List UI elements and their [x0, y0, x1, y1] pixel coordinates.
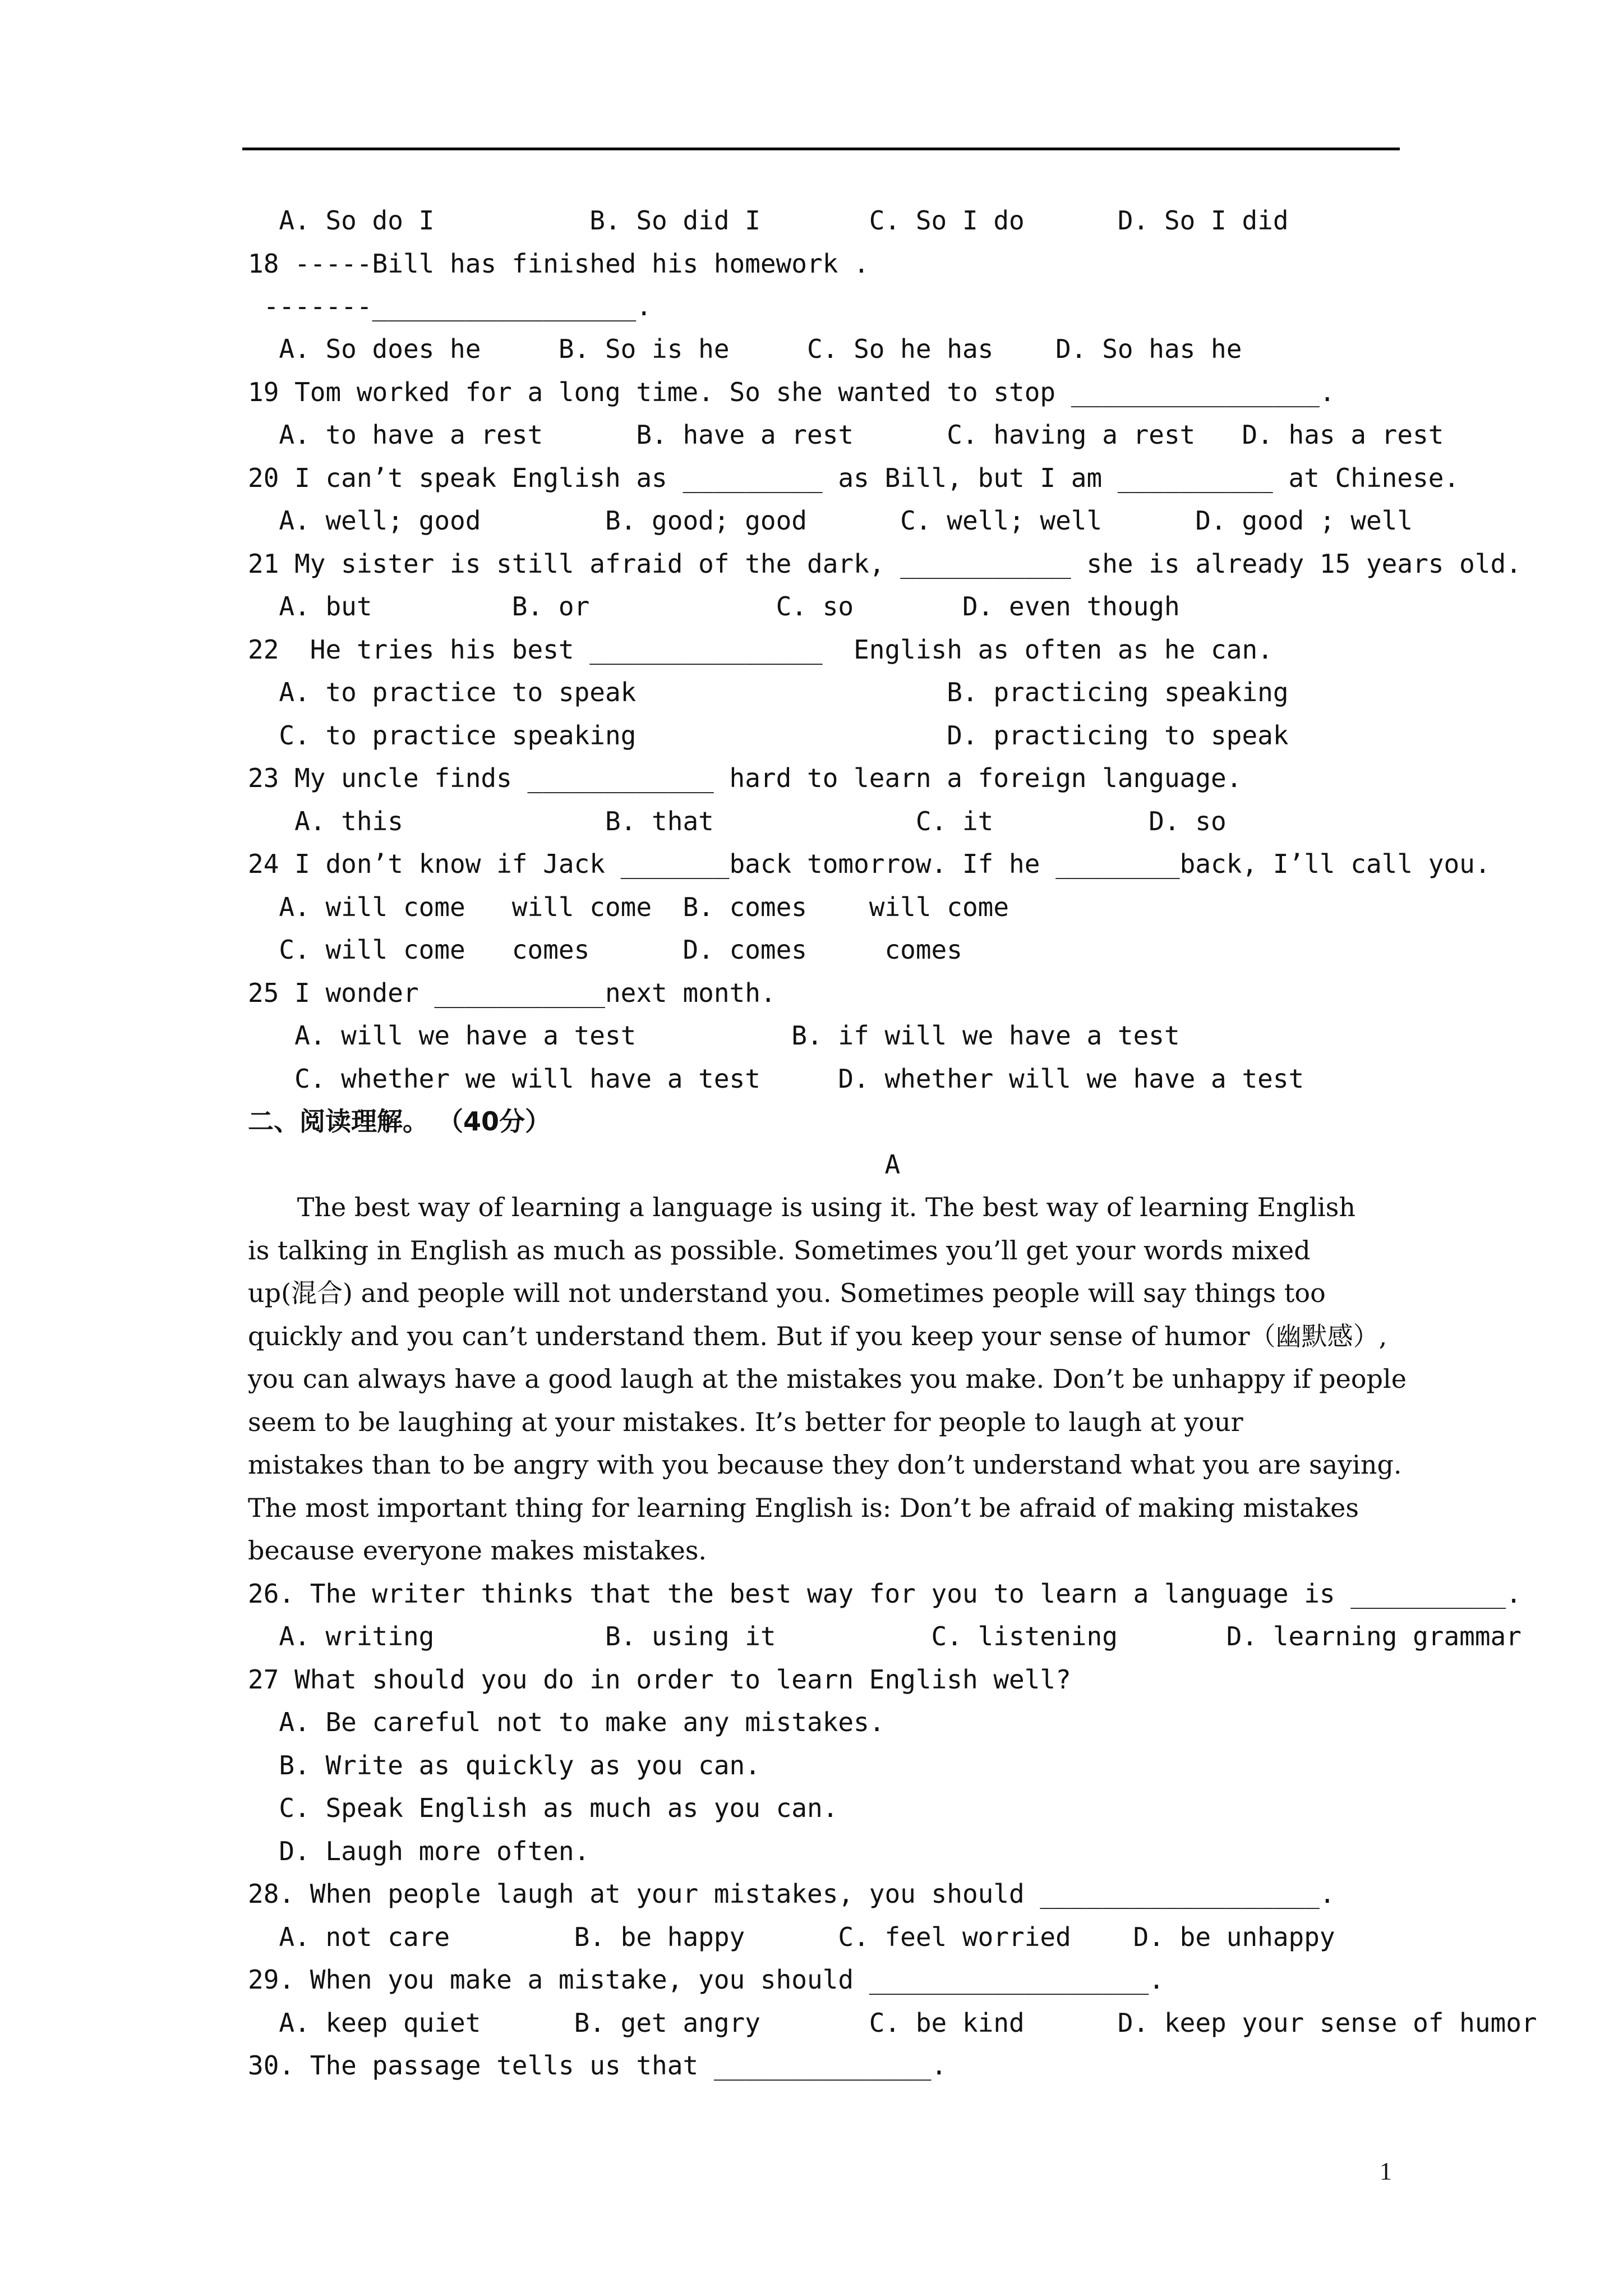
q27-option-b: B. Write as quickly as you can.	[248, 1750, 760, 1780]
q21-stem: 21 My sister is still afraid of the dark, ___________ she is already 15 years old.	[248, 549, 1521, 579]
passage-line: The most important thing for learning English is: Don’t be afraid of making mistakes	[248, 1493, 1359, 1523]
q22-options-cd: C. to practice speaking D. practicing to speak	[248, 720, 1289, 751]
q29-stem: 29. When you make a mistake, you should __________________.	[248, 1964, 1164, 1995]
q22-stem: 22 He tries his best _______________ English as often as he can.	[248, 634, 1273, 665]
passage-line: up(混合) and people will not understand you. Sometimes people will say things too	[248, 1278, 1326, 1308]
q18-stem: 18 -----Bill has finished his homework .	[248, 249, 869, 279]
q29-options: A. keep quiet B. get angry C. be kind D. keep your sense of humor	[248, 2008, 1537, 2038]
page-number: 1	[1380, 2157, 1392, 2185]
q27-option-a: A. Be careful not to make any mistakes.	[248, 1707, 885, 1737]
passage-line: because everyone makes mistakes.	[248, 1535, 707, 1566]
q23-stem: 23 My uncle finds ____________ hard to learn a foreign language.	[248, 763, 1242, 793]
header-rule	[242, 148, 1400, 150]
q17-options: A. So do I B. So did I C. So I do D. So I did	[248, 205, 1289, 236]
q27-option-c: C. Speak English as much as you can.	[248, 1793, 838, 1823]
q28-options: A. not care B. be happy C. feel worried D. be unhappy	[248, 1922, 1335, 1952]
q21-options: A. but B. or C. so D. even though	[248, 591, 1180, 622]
passage-line: mistakes than to be angry with you because they don’t understand what you are saying.	[248, 1450, 1402, 1480]
q18-reply: -------_________________.	[248, 291, 652, 321]
passage-line: seem to be laughing at your mistakes. It’s better for people to laugh at your	[248, 1407, 1243, 1437]
q20-stem: 20 I can’t speak English as _________ as Bill, but I am __________ at Chinese.	[248, 463, 1460, 493]
q28-stem: 28. When people laugh at your mistakes, you should __________________.	[248, 1879, 1335, 1909]
q25-options-cd: C. whether we will have a test D. whether will we have a test	[248, 1064, 1304, 1094]
q26-options: A. writing B. using it C. listening D. learning grammar	[248, 1621, 1521, 1651]
passage-line: is talking in English as much as possible. Sometimes you’ll get your words mixed	[248, 1235, 1311, 1266]
q24-stem: 24 I don’t know if Jack _______back tomorrow. If he ________back, I’ll call you.	[248, 849, 1491, 879]
q27-stem: 27 What should you do in order to learn English well?	[248, 1664, 1071, 1695]
q23-options: A. this B. that C. it D. so	[248, 806, 1227, 836]
q22-options-ab: A. to practice to speak B. practicing speaking	[248, 677, 1289, 707]
passage-line: quickly and you can’t understand them. But if you keep your sense of humor（幽默感）,	[248, 1321, 1387, 1351]
q20-options: A. well; good B. good; good C. well; well D. good ; well	[248, 505, 1413, 536]
q26-stem: 26. The writer thinks that the best way for you to learn a language is __________.	[248, 1579, 1521, 1609]
passage-line: you can always have a good laugh at the mistakes you make. Don’t be unhappy if people	[248, 1364, 1407, 1394]
section-heading: 二、阅读理解。 （40分）	[248, 1106, 551, 1137]
q24-options-ab: A. will come will come B. comes will come	[248, 892, 1009, 922]
q18-options: A. So does he B. So is he C. So he has D. So has he	[248, 334, 1242, 364]
q30-stem: 30. The passage tells us that ______________.	[248, 2050, 947, 2081]
q27-option-d: D. Laugh more often.	[248, 1836, 590, 1866]
q25-stem: 25 I wonder ___________next month.	[248, 978, 776, 1008]
q19-options: A. to have a rest B. have a rest C. having a rest D. has a rest	[248, 420, 1444, 450]
q25-options-ab: A. will we have a test B. if will we have a test	[248, 1020, 1180, 1051]
q19-stem: 19 Tom worked for a long time. So she wanted to stop ________________.	[248, 377, 1335, 407]
q24-options-cd: C. will come comes D. comes comes	[248, 935, 962, 965]
passage-label: A	[248, 1149, 901, 1180]
passage-line: The best way of learning a language is using it. The best way of learning English	[248, 1192, 1355, 1222]
